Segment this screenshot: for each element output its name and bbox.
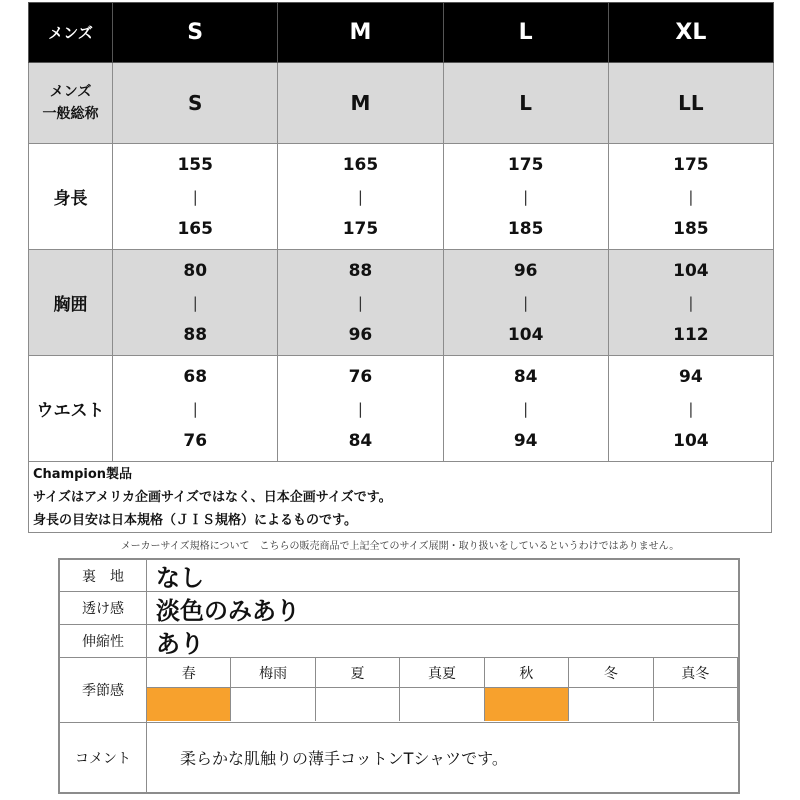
size-m: M — [278, 3, 443, 63]
waist-range: 68 | 76 — [113, 356, 278, 462]
size-header-row — [29, 3, 774, 63]
waist-range: 94 | 104 — [608, 356, 773, 462]
season-marker-active — [485, 688, 569, 721]
note-brand: Champion製品 — [33, 467, 133, 482]
season-name: 真冬 — [654, 658, 738, 688]
header-label: メンズ — [29, 3, 113, 63]
season-marker-active — [147, 688, 231, 721]
product-detail-table — [58, 558, 740, 794]
season-marker — [316, 688, 400, 721]
height-range: 175 | 185 — [608, 144, 773, 250]
season-marker — [654, 688, 738, 721]
season-name: 春 — [147, 658, 231, 688]
waist-range: 84 | 94 — [443, 356, 608, 462]
height-range: 155 | 165 — [113, 144, 278, 250]
height-row — [29, 144, 774, 250]
lining-label: 裏 地 — [60, 560, 147, 591]
general-size: LL — [608, 63, 773, 144]
chest-range: 96 | 104 — [443, 250, 608, 356]
season-name: 夏 — [316, 658, 400, 688]
note-sizing: サイズはアメリカ企画サイズではなく、日本企画サイズです。 — [33, 490, 392, 505]
stretch-row — [60, 625, 738, 658]
waist-row — [29, 356, 774, 462]
comment-value: 柔らかな肌触りの薄手コットンTシャツです。 — [180, 749, 508, 768]
chest-label: 胸囲 — [29, 250, 113, 356]
disclaimer: メーカーサイズ規格について こちらの販売商品で上記全てのサイズ展開・取り扱いをしているというわけではありません。 — [120, 541, 680, 552]
sheer-row — [60, 592, 738, 625]
season-marker — [400, 688, 484, 721]
chest-range: 104 | 112 — [608, 250, 773, 356]
chest-range: 80 | 88 — [113, 250, 278, 356]
size-xl: XL — [608, 3, 773, 63]
comment-label: コメント — [60, 723, 147, 792]
stretch-label: 伸縮性 — [60, 625, 147, 657]
season-name: 秋 — [485, 658, 569, 688]
chest-range: 88 | 96 — [278, 250, 443, 356]
sheer-value: 淡色のみあり — [156, 596, 300, 625]
size-table — [28, 2, 774, 462]
season-marker — [231, 688, 315, 721]
comment-row — [60, 723, 738, 792]
general-label: メンズ 一般総称 — [29, 63, 113, 144]
size-l: L — [443, 3, 608, 63]
general-size: L — [443, 63, 608, 144]
chest-row — [29, 250, 774, 356]
height-label: 身長 — [29, 144, 113, 250]
general-size-row — [29, 63, 774, 144]
season-grid — [147, 658, 738, 722]
height-range: 165 | 175 — [278, 144, 443, 250]
general-size: S — [113, 63, 278, 144]
lining-row — [60, 560, 738, 592]
sheer-label: 透け感 — [60, 592, 147, 624]
size-s: S — [113, 3, 278, 63]
note-jis: 身長の目安は日本規格（ＪＩＳ規格）によるものです。 — [33, 513, 357, 528]
season-row — [60, 658, 738, 723]
season-name: 冬 — [569, 658, 653, 688]
season-name: 梅雨 — [231, 658, 315, 688]
season-name: 真夏 — [400, 658, 484, 688]
waist-label: ウエスト — [29, 356, 113, 462]
stretch-value: あり — [156, 629, 204, 658]
height-range: 175 | 185 — [443, 144, 608, 250]
lining-value: なし — [156, 564, 204, 592]
general-size: M — [278, 63, 443, 144]
season-label: 季節感 — [60, 658, 147, 722]
season-marker — [569, 688, 653, 721]
size-notes — [28, 461, 772, 533]
waist-range: 76 | 84 — [278, 356, 443, 462]
